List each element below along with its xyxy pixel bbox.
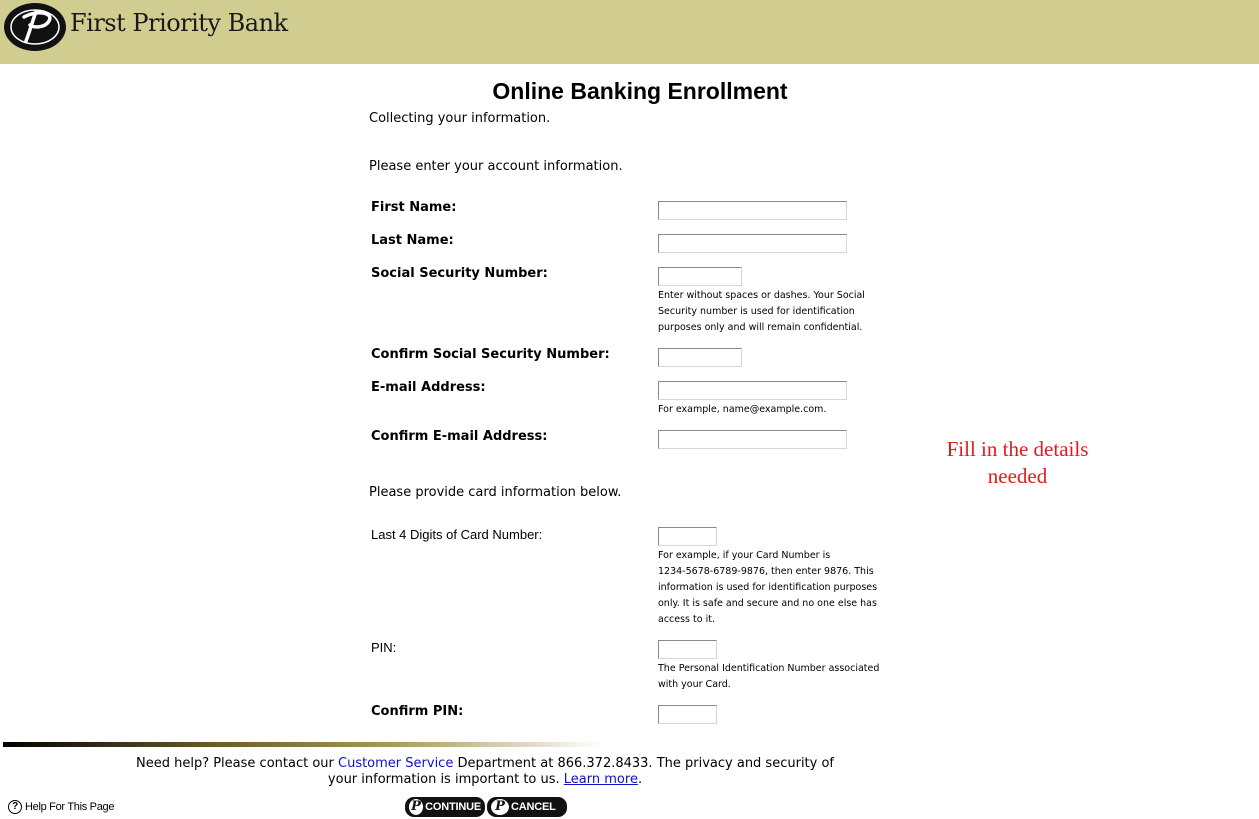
learn-more-link[interactable]: Learn more: [563, 772, 638, 787]
bank-logo-icon: [2, 1, 68, 53]
card-info-prompt: Please provide card information below.: [369, 485, 622, 500]
card-last4-label: Last 4 Digits of Card Number:: [371, 527, 543, 542]
card-hint-line: For example, if your Card Number is: [658, 550, 831, 561]
email-label: E-mail Address:: [371, 380, 486, 395]
email-hint: For example, name@example.com.: [658, 404, 827, 415]
ssn-hint-line: Enter without spaces or dashes. Your Social: [658, 290, 865, 301]
cancel-label: CANCEL: [511, 801, 556, 813]
annotation-line: needed: [987, 464, 1048, 488]
card-last4-input[interactable]: [658, 527, 717, 546]
help-text-middle: Department at 866.372.8433. The privacy and security of: [453, 756, 835, 771]
ssn-label: Social Security Number:: [371, 266, 548, 281]
header-bar: [0, 0, 1259, 64]
confirm-ssn-input[interactable]: [658, 348, 742, 367]
ssn-hint-line: Security number is used for identification: [658, 306, 855, 317]
ssn-input[interactable]: [658, 267, 742, 286]
cancel-button[interactable]: [487, 797, 567, 817]
customer-service-link[interactable]: Customer Service: [338, 756, 454, 771]
help-text-period: .: [637, 772, 643, 787]
help-for-this-page-link[interactable]: [8, 798, 114, 815]
pin-hint-line: with your Card.: [658, 679, 731, 690]
last-name-label: Last Name:: [371, 233, 454, 248]
help-text-line2: your information is important to us.: [327, 772, 564, 787]
continue-label: CONTINUE: [425, 801, 481, 813]
ssn-hint: [658, 288, 865, 336]
help-page-label: Help For This Page: [25, 800, 115, 813]
logo-p-icon: P: [409, 799, 423, 815]
card-last4-hint: [658, 548, 877, 628]
fill-details-annotation: [930, 436, 1105, 490]
first-name-label: First Name:: [371, 200, 457, 215]
confirm-pin-label: Confirm PIN:: [371, 704, 464, 719]
card-hint-line: access to it.: [658, 614, 715, 625]
account-info-prompt: Please enter your account information.: [369, 159, 623, 174]
help-text-prefix: Need help? Please contact our: [135, 756, 338, 771]
pin-hint: [658, 661, 879, 693]
help-question-icon: ?: [8, 800, 22, 814]
logo-p-icon: P: [491, 799, 509, 815]
confirm-email-label: Confirm E-mail Address:: [371, 429, 548, 444]
first-name-input[interactable]: [658, 201, 847, 220]
card-hint-line: only. It is safe and secure and no one else has: [658, 598, 877, 609]
confirm-ssn-label: Confirm Social Security Number:: [371, 347, 610, 362]
annotation-line: Fill in the details: [946, 437, 1089, 461]
ssn-hint-line: purposes only and will remain confidential.: [658, 322, 863, 333]
pin-input[interactable]: [658, 640, 717, 659]
bank-name: First Priority Bank: [70, 9, 288, 37]
confirm-pin-input[interactable]: [658, 705, 717, 724]
pin-label: PIN:: [371, 640, 397, 655]
continue-button[interactable]: [405, 797, 485, 817]
card-hint-line: information is used for identification purposes: [658, 582, 878, 593]
page-title: Online Banking Enrollment: [492, 78, 788, 104]
help-text: [120, 756, 850, 788]
pin-hint-line: The Personal Identification Number associated: [658, 663, 880, 674]
confirm-email-input[interactable]: [658, 430, 847, 449]
email-input[interactable]: [658, 381, 847, 400]
page-subtitle: Collecting your information.: [369, 111, 551, 126]
footer-divider: [3, 742, 603, 747]
last-name-input[interactable]: [658, 234, 847, 253]
card-hint-line: 1234-5678-6789-9876, then enter 9876. This: [658, 566, 874, 577]
